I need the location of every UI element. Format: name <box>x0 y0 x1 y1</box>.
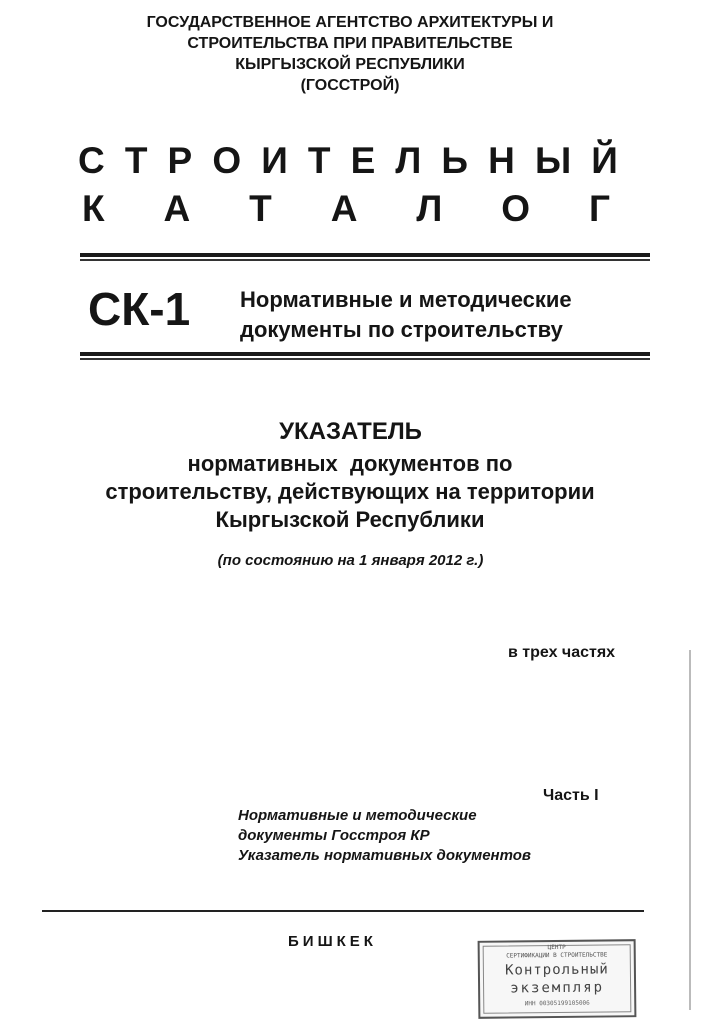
part-item: Указатель нормативных документов <box>238 847 531 864</box>
title-letter: Т <box>307 140 331 181</box>
stamp-line: экземпляр <box>510 979 605 997</box>
title-line-2 <box>82 188 610 230</box>
title-letter: Й <box>591 140 618 181</box>
title-letter: А <box>163 188 191 229</box>
subtitle-line: нормативных документов по <box>187 451 513 476</box>
stamp-line: ЦЕНТР <box>547 943 566 952</box>
part-item: документы Госстроя КР <box>238 827 430 844</box>
title-letter: Л <box>416 188 443 229</box>
title-letter: К <box>82 188 105 229</box>
footer-divider <box>42 910 644 912</box>
title-letter: Ь <box>441 140 469 181</box>
title-letter: Н <box>488 140 515 181</box>
section-line: документы по строительству <box>240 317 563 342</box>
top-divider <box>80 253 650 261</box>
section-line: Нормативные и методические <box>240 287 572 312</box>
organization-header <box>60 12 640 96</box>
title-line-1 <box>78 140 618 182</box>
subtitle-line: строительству, действующих на территории <box>105 479 595 504</box>
part-label: Часть I <box>543 787 599 804</box>
stamp-line: ИНН 00305199105006 <box>524 999 590 1008</box>
catalog-code: СК-1 <box>88 283 191 335</box>
title-letter: О <box>501 188 531 229</box>
title-letter: Е <box>350 140 376 181</box>
title-letter: Т <box>124 140 148 181</box>
org-line: СТРОИТЕЛЬСТВА ПРИ ПРАВИТЕЛЬСТВЕ <box>187 35 513 52</box>
part-contents <box>238 806 531 866</box>
part-item: Нормативные и методические <box>238 807 477 824</box>
control-copy-stamp <box>478 939 637 1019</box>
title-letter: Г <box>588 188 610 229</box>
scan-edge <box>689 650 691 1010</box>
title-letter: Т <box>249 188 272 229</box>
org-line: (ГОССТРОЙ) <box>300 77 400 94</box>
index-title: УКАЗАТЕЛЬ <box>279 418 422 445</box>
title-letter: О <box>212 140 242 181</box>
index-subtitle <box>20 450 680 534</box>
title-letter: Л <box>395 140 422 181</box>
date-note: (по состоянию на 1 января 2012 г.) <box>217 552 484 569</box>
stamp-line: СЕРТИФИКАЦИИ В СТРОИТЕЛЬСТВЕ <box>506 951 608 960</box>
org-line: ГОСУДАРСТВЕННОЕ АГЕНТСТВО АРХИТЕКТУРЫ И <box>146 14 554 31</box>
city: БИШКЕК <box>288 933 377 950</box>
catalog-section <box>240 285 640 345</box>
title-letter: И <box>261 140 288 181</box>
bottom-divider <box>80 352 650 360</box>
org-line: КЫРГЫЗСКОЙ РЕСПУБЛИКИ <box>235 56 465 73</box>
title-letter: С <box>78 140 105 181</box>
subtitle-line: Кыргызской Республики <box>215 507 485 532</box>
title-letter: Ы <box>534 140 572 181</box>
stamp-line: Контрольный <box>504 961 609 979</box>
title-letter: Р <box>167 140 193 181</box>
title-letter: А <box>330 188 358 229</box>
parts-count: в трех частях <box>508 644 616 661</box>
